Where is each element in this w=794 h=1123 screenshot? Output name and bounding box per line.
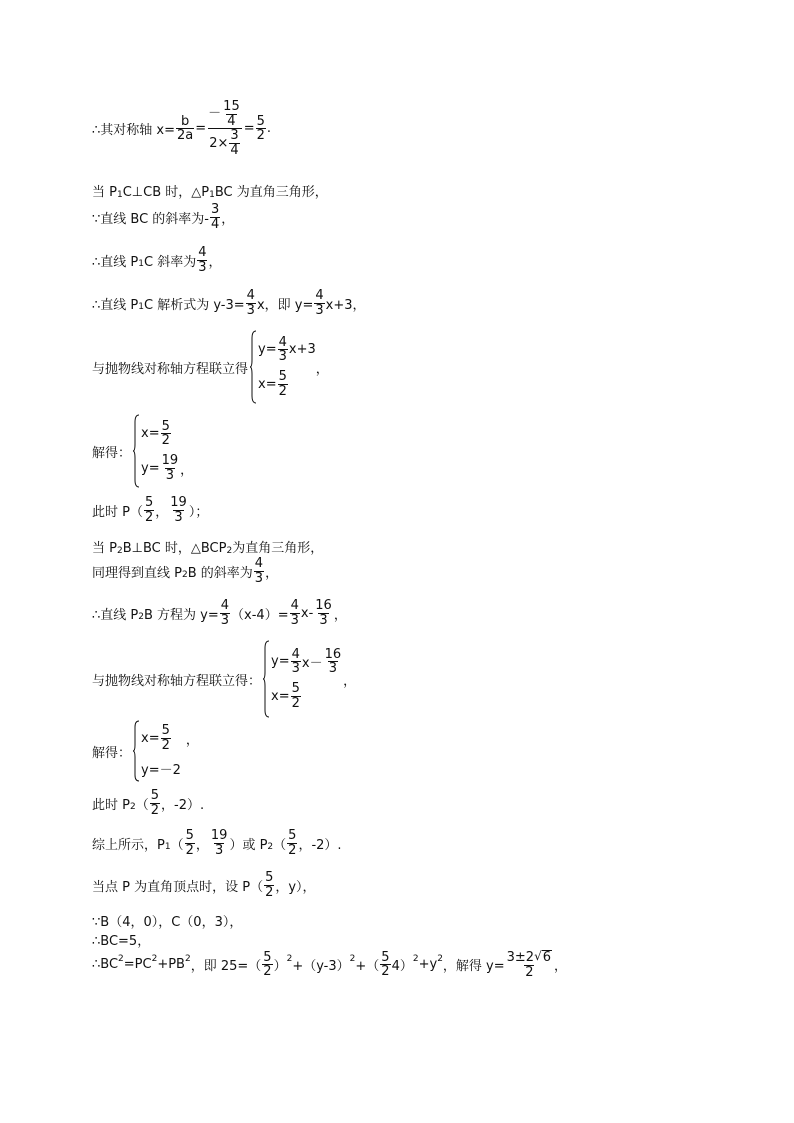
denominator: 3: [215, 842, 224, 858]
text: +（y-3）: [292, 959, 350, 975]
numerator: 19: [161, 453, 179, 468]
denominator: 2: [278, 383, 287, 399]
text: （x-4）=: [231, 607, 289, 623]
fraction: [161, 724, 171, 752]
text: ∴直线 P: [92, 297, 139, 313]
text: 为直角三角形，: [232, 541, 324, 556]
text: （: [135, 797, 149, 813]
subscript: 1: [164, 842, 171, 853]
numerator: 19: [170, 495, 187, 510]
numerator: 5: [150, 788, 160, 803]
text: x=: [141, 731, 160, 746]
text: x=: [258, 376, 277, 392]
text: ，-2）.: [161, 797, 205, 813]
fraction-root: [506, 950, 553, 979]
fraction: [210, 203, 220, 231]
fraction-5-over-2: [256, 115, 266, 143]
text: 与抛物线对称轴方程联立得: [92, 361, 249, 377]
text: y=: [141, 460, 160, 476]
text: +PB: [157, 957, 185, 973]
text: ）；: [188, 504, 209, 520]
numerator: 5: [144, 495, 154, 510]
numerator: 5: [161, 723, 170, 739]
numerator: 5: [291, 681, 300, 696]
text: 此时 P（: [92, 504, 143, 520]
text: =PC: [123, 957, 152, 973]
denominator: 3: [198, 259, 207, 275]
numerator: 3: [230, 128, 239, 144]
square-root: [534, 950, 552, 965]
text: x=: [271, 688, 290, 704]
fraction: [161, 454, 180, 482]
text: ∴BC=5，: [92, 934, 151, 949]
text: ，: [343, 673, 357, 689]
equation-system-line: [92, 640, 356, 718]
fraction: [291, 682, 301, 710]
denominator: 2: [256, 128, 265, 144]
text: 2×: [209, 135, 229, 151]
fraction: [291, 648, 301, 676]
text: +（: [355, 959, 380, 975]
fraction: [290, 599, 300, 627]
text: 3±2: [506, 949, 535, 965]
text: 当点 P 为直角顶点时，设 P（: [92, 879, 264, 895]
left-brace-icon: [250, 330, 257, 404]
fraction: [380, 951, 390, 979]
text: C 斜率为: [143, 254, 197, 270]
fraction: [185, 829, 195, 857]
text: ∴BC: [92, 957, 119, 973]
text-line: [92, 181, 328, 200]
denominator: 2: [144, 509, 154, 525]
text: （: [273, 837, 287, 853]
solution-system-line: [92, 720, 199, 782]
denominator: 2: [185, 842, 194, 858]
fraction: [287, 829, 297, 857]
numerator: 5: [265, 870, 274, 885]
equation-system: [263, 640, 343, 718]
text: x－: [301, 656, 323, 672]
superscript: 2: [118, 953, 124, 964]
denominator: 2: [161, 738, 170, 753]
text: ，: [208, 254, 222, 270]
left-brace-icon: [263, 640, 270, 718]
text: ，: [185, 733, 199, 748]
subscript: 1: [116, 189, 123, 200]
numerator: 4: [246, 288, 255, 303]
denominator: 3: [278, 349, 287, 365]
system-row: [271, 682, 343, 710]
text: B 的斜率为: [187, 565, 253, 581]
denominator: 2: [150, 802, 160, 818]
text-line: [92, 496, 208, 524]
numerator: 3: [211, 202, 220, 217]
numerator: [506, 950, 553, 965]
text: x-: [300, 605, 314, 621]
fraction: [314, 289, 324, 317]
fraction: [278, 370, 288, 398]
subscript: 1: [138, 259, 144, 270]
denominator: 2: [265, 884, 274, 900]
text: 综上所示，P: [92, 837, 165, 853]
fraction: [220, 599, 230, 627]
denominator: 3: [319, 612, 328, 628]
text: ∴其对称轴 x=: [92, 123, 175, 139]
numerator: 5: [161, 418, 170, 434]
numerator: 16: [315, 598, 332, 613]
text: +y: [418, 957, 438, 973]
solution-system-line: [92, 414, 193, 488]
text: ，-2）.: [298, 837, 342, 853]
numerator: 4: [198, 245, 207, 260]
numerator: 5: [185, 828, 194, 843]
denominator: 4: [230, 142, 239, 158]
text: x，即 y=: [256, 297, 314, 313]
numerator: [207, 100, 243, 128]
text: y=－2: [141, 762, 181, 778]
numerator: 4: [278, 334, 287, 350]
superscript: 2: [184, 953, 191, 964]
denominator: 3: [174, 509, 183, 525]
text: ∴直线 P: [92, 254, 139, 270]
denominator: 2: [381, 964, 390, 980]
subscript: 2: [129, 802, 136, 813]
equation-system: [133, 414, 193, 488]
denominator: 3: [328, 661, 337, 677]
superscript: 2: [151, 953, 158, 964]
system-row: [271, 648, 343, 676]
denominator: 3: [290, 612, 299, 628]
text-line: [92, 599, 347, 627]
text: ，即 25=（: [190, 959, 262, 975]
text: C⊥CB 时，△P: [122, 185, 210, 200]
system-row: [141, 724, 199, 752]
denominator: 3: [254, 570, 264, 586]
denominator: 2: [291, 695, 300, 711]
text-line: [92, 930, 150, 949]
text: 解得：: [92, 745, 132, 761]
subscript: 2: [267, 842, 274, 853]
minus-sign: －: [208, 106, 222, 122]
denominator: 4: [211, 216, 220, 232]
text-line: [92, 203, 234, 231]
text-line: [92, 289, 366, 317]
text: ，: [180, 462, 194, 478]
system-row: [258, 336, 316, 364]
fraction: [278, 336, 288, 364]
fraction: [262, 951, 272, 979]
fraction: [246, 289, 256, 317]
text: .: [266, 121, 272, 137]
text-line: [92, 537, 323, 556]
text: ∵直线 BC 的斜率为-: [92, 211, 209, 227]
system-row: [141, 759, 199, 778]
denominator: 3: [220, 612, 230, 628]
text-line: [92, 789, 204, 817]
text: x+3: [288, 342, 316, 358]
equation-system-line: [92, 330, 329, 404]
text: ）或 P: [229, 837, 268, 853]
fraction: [150, 789, 160, 817]
fraction-3-over-4: [229, 129, 239, 157]
fraction: [264, 871, 274, 899]
text: 当 P: [92, 541, 117, 556]
sqrt-icon: √: [534, 949, 542, 963]
numerator: 5: [278, 369, 287, 384]
text: y=: [271, 654, 290, 670]
superscript: 2: [412, 953, 419, 964]
fraction-15-over-4: [222, 100, 241, 128]
system-row: [258, 370, 316, 398]
text: ，: [155, 504, 169, 520]
numerator: 16: [324, 646, 342, 662]
denominator: 3: [291, 661, 300, 677]
superscript: 2: [286, 953, 293, 964]
text: 此时 P: [92, 797, 130, 813]
fraction-b-over-2a: [176, 115, 194, 143]
system-row: [141, 420, 193, 448]
text: 4）: [391, 959, 413, 975]
denominator: 2a: [177, 128, 194, 144]
subscript: 2: [181, 570, 188, 581]
fraction: [324, 648, 343, 676]
left-brace-icon: [133, 414, 140, 488]
denominator: 3: [165, 467, 175, 483]
text: B 方程为 y=: [143, 607, 219, 623]
fraction: [144, 496, 154, 524]
text-line: [92, 871, 316, 899]
pythagoras-line: [92, 950, 567, 979]
numerator: 5: [263, 949, 272, 965]
numerator: 15: [223, 99, 240, 114]
numerator: 5: [256, 113, 265, 129]
summary-line: [92, 829, 342, 857]
text: =: [195, 121, 207, 137]
fraction: [169, 496, 188, 524]
subscript: 2: [226, 545, 233, 556]
numerator: 5: [288, 828, 297, 843]
equation-system: [133, 720, 199, 782]
numerator: b: [180, 113, 190, 129]
text: 同理得到直线 P: [92, 565, 182, 581]
text: ，: [315, 361, 329, 377]
text: ∴直线 P: [92, 607, 139, 623]
text: ，y），: [275, 879, 316, 895]
subscript: 1: [138, 302, 144, 313]
fraction: [210, 829, 229, 857]
denominator: 2: [288, 842, 297, 858]
text: 与抛物线对称轴方程联立得：: [92, 673, 262, 689]
subscript: 2: [138, 612, 144, 623]
text: 解得：: [92, 445, 132, 461]
denominator: 4: [227, 113, 236, 129]
numerator: 4: [315, 288, 324, 303]
text: x+3，: [325, 297, 366, 313]
text: ∵B（4，0），C（0，3），: [92, 915, 243, 930]
numerator: 4: [291, 646, 300, 662]
denominator: 3: [315, 302, 324, 318]
fraction-nested: [207, 100, 243, 158]
superscript: 2: [437, 953, 443, 964]
denominator: 2: [161, 433, 170, 449]
text-line: [92, 911, 242, 930]
symmetry-axis-line: [92, 100, 271, 158]
left-brace-icon: [133, 720, 140, 782]
denominator: 3: [246, 302, 255, 318]
radicand: 6: [542, 950, 552, 965]
text: ，: [195, 837, 209, 853]
denominator: [208, 128, 241, 157]
text: （: [170, 837, 184, 853]
text-line: [92, 557, 278, 585]
text: B⊥BC 时，△BCP: [122, 541, 227, 556]
text: BC 为直角三角形，: [214, 185, 328, 200]
numerator: 4: [220, 598, 230, 613]
text: =: [243, 121, 255, 137]
text: ）: [273, 959, 287, 975]
system-row: [141, 454, 193, 482]
fraction: [314, 599, 333, 627]
denominator: 2: [263, 964, 272, 980]
text: x=: [141, 426, 160, 442]
numerator: 4: [254, 556, 264, 571]
numerator: 19: [210, 828, 228, 843]
fraction: [161, 420, 171, 448]
text: ，解得 y=: [442, 959, 505, 975]
fraction: [254, 557, 264, 585]
text: C 解析式为 y-3=: [143, 297, 245, 313]
text: ，: [333, 607, 347, 623]
text: ，: [554, 959, 568, 975]
superscript: 2: [349, 953, 356, 964]
text: 当 P: [92, 185, 117, 200]
numerator: 5: [381, 949, 390, 965]
text: y=: [258, 342, 277, 358]
subscript: 1: [209, 189, 215, 200]
equation-system: [250, 330, 316, 404]
fraction: [197, 246, 207, 274]
text-line: [92, 246, 222, 274]
denominator: 2: [525, 964, 534, 980]
subscript: 2: [116, 545, 123, 556]
text: ，: [221, 211, 235, 227]
numerator: 4: [290, 598, 299, 613]
text: ，: [265, 565, 279, 581]
